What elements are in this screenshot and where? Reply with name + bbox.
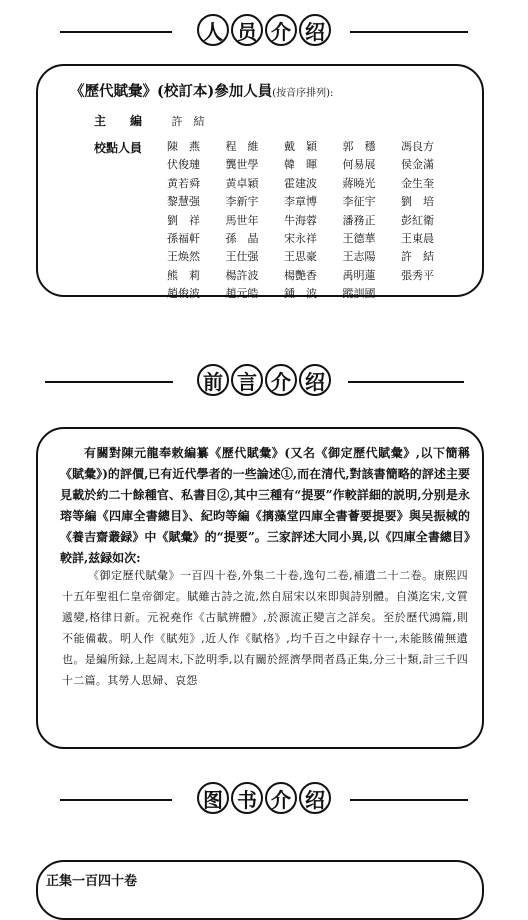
proofreader-row [167, 212, 460, 230]
personnel-box [36, 64, 484, 301]
chief-editor-row [94, 112, 205, 129]
chief-editor-name: 許 結 [171, 115, 205, 128]
proofreader-name: 王志陽 [342, 250, 376, 264]
proofreader-name: 何易展 [342, 158, 376, 172]
proofreader-row [167, 230, 460, 248]
section-header-personnel [0, 14, 528, 50]
proofreader-name: 劉 培 [401, 195, 434, 209]
header-rule-right [348, 381, 464, 383]
proofreaders-label-row [94, 139, 142, 156]
proofreader-name: 趙俊波 [167, 287, 200, 301]
proofreader-name: 王東晨 [401, 231, 434, 245]
proofreader-name: 王仕强 [225, 250, 259, 264]
proofreader-name: 陳 燕 [167, 140, 200, 153]
proofreader-name: 馮良方 [401, 140, 434, 153]
header-rule-left [60, 799, 172, 801]
proofreader-name: 郭 穩 [342, 140, 376, 153]
proofreader-name: 潘務正 [342, 213, 376, 227]
header-char: 员 [231, 14, 263, 46]
proofreader-row [167, 248, 460, 266]
proofreaders-label: 校點人員 [94, 141, 143, 155]
proofreader-name: 孫福軒 [167, 231, 200, 245]
header-char: 言 [231, 364, 263, 396]
header-char: 书 [231, 782, 263, 814]
header-rule-left [45, 381, 173, 383]
preface-box [36, 427, 484, 749]
header-char: 绍 [299, 14, 331, 46]
proofreader-name: 王思豪 [284, 250, 317, 264]
proofreader-name: 戴 穎 [284, 140, 317, 153]
proofreader-name: 李章博 [284, 195, 317, 209]
proofreader-name: 禹明蓮 [342, 268, 376, 282]
preface-intro-paragraph: 有關對陳元龍奉敕編纂《歷代賦彙》(又名《御定歷代賦彙》,以下簡稱《賦彙》)的評價,已有近代學者的一些論述①,而在清代,對該書簡略的評述主要見載於約二十餘種官、私書目②,其中三種有“提要”作較詳細的説明,分别是永瑢等編《四庫全書總目》、紀昀等編《摛藻堂四庫全書薈要提要》與吴振棫的《養吉齋叢録》中《賦彙》的“提要”。三家評述大同小異,以《四庫全書總目》較詳,兹録如次: [60, 446, 470, 565]
header-char: 介 [265, 782, 297, 814]
header-char: 图 [197, 782, 229, 814]
header-title-books [197, 782, 331, 814]
proofreader-name: 金生奎 [401, 176, 434, 190]
proofreader-row [167, 175, 460, 193]
proofreader-name: 趙元皓 [225, 287, 259, 301]
proofreader-name: 李新宇 [225, 195, 259, 209]
personnel-title: 《歷代賦彙》(校訂本)參加人員(按音序排列): [70, 83, 334, 100]
proofreader-name: 孫 晶 [225, 231, 259, 245]
proofreader-name: 王焕然 [167, 250, 200, 264]
books-title: 正集一百四十卷 [46, 874, 138, 889]
proofreaders-list [167, 138, 460, 304]
proofreader-name: 韓 暉 [284, 158, 317, 172]
header-char: 介 [265, 14, 297, 46]
title-note: (按音序排列): [272, 88, 334, 99]
proofreader-name: 伏俊璉 [167, 158, 200, 172]
header-rule-right [350, 31, 468, 33]
proofreader-row [167, 193, 460, 211]
proofreader-name: 宋永祥 [284, 231, 317, 245]
section-header-preface [0, 364, 528, 400]
proofreader-name: 黎慧强 [167, 195, 200, 209]
proofreader-name: 王德華 [342, 231, 376, 245]
header-title-personnel [197, 14, 331, 46]
proofreader-row [167, 285, 460, 303]
proofreader-row [167, 138, 460, 156]
proofreader-name: 程 維 [225, 140, 259, 153]
header-title-preface [197, 364, 331, 396]
proofreader-name: 李征宇 [342, 195, 376, 209]
preface-quote-paragraph: 《御定歷代賦彙》一百四十卷,外集二十卷,逸句二卷,補遺二十二卷。康熙四十五年聖祖仁皇帝御定。賦雖古詩之流,然自屈宋以來即與詩别體。自漢迄宋,文質遞變,格律日新。元祝堯作《古賦辨體》,於源流正變言之詳矣。至於歷代鴻篇,則不能備載。明人作《賦苑》,近人作《賦格》,均千百之中録存十一,未能賅備無遺也。是編所録,上起周末,下訖明季,以有關於經濟學問者爲正集,分三十類,計三千四十二篇。其勞人思婦、哀怨 [62, 569, 468, 687]
proofreader-name: 龔世學 [225, 158, 259, 172]
proofreader-name: 熊 莉 [167, 268, 200, 282]
header-char: 人 [197, 14, 229, 46]
section-header-books [0, 782, 528, 818]
proofreader-name: 蹤訓國 [342, 287, 376, 301]
header-char: 绍 [299, 782, 331, 814]
proofreader-name: 許 結 [401, 250, 434, 264]
chief-editor-label: 主 編 [94, 114, 143, 128]
proofreader-name: 劉 祥 [167, 213, 200, 227]
proofreader-row [167, 156, 460, 174]
proofreader-name: 鍾 波 [284, 287, 317, 301]
header-char: 前 [197, 364, 229, 396]
header-char: 绍 [299, 364, 331, 396]
proofreader-name: 彭紅衛 [401, 213, 434, 227]
proofreader-name: 牛海蓉 [284, 213, 317, 227]
proofreader-name: 楊艷香 [284, 268, 317, 282]
proofreader-name: 張秀平 [401, 268, 434, 282]
proofreader-name: 霍建波 [284, 176, 317, 190]
proofreader-name: 侯金滿 [401, 158, 434, 172]
proofreader-name: 楊許波 [225, 268, 259, 282]
proofreader-name: 黄若舜 [167, 176, 200, 190]
proofreader-name: 蔣曉光 [342, 176, 376, 190]
books-box [36, 860, 484, 920]
proofreader-name: 馬世年 [225, 213, 259, 227]
proofreader-row [167, 267, 460, 285]
header-rule-left [60, 31, 172, 33]
header-char: 介 [265, 364, 297, 396]
header-rule-right [350, 799, 468, 801]
proofreader-name: 黄卓穎 [225, 176, 259, 190]
proofreader-name [401, 285, 460, 303]
